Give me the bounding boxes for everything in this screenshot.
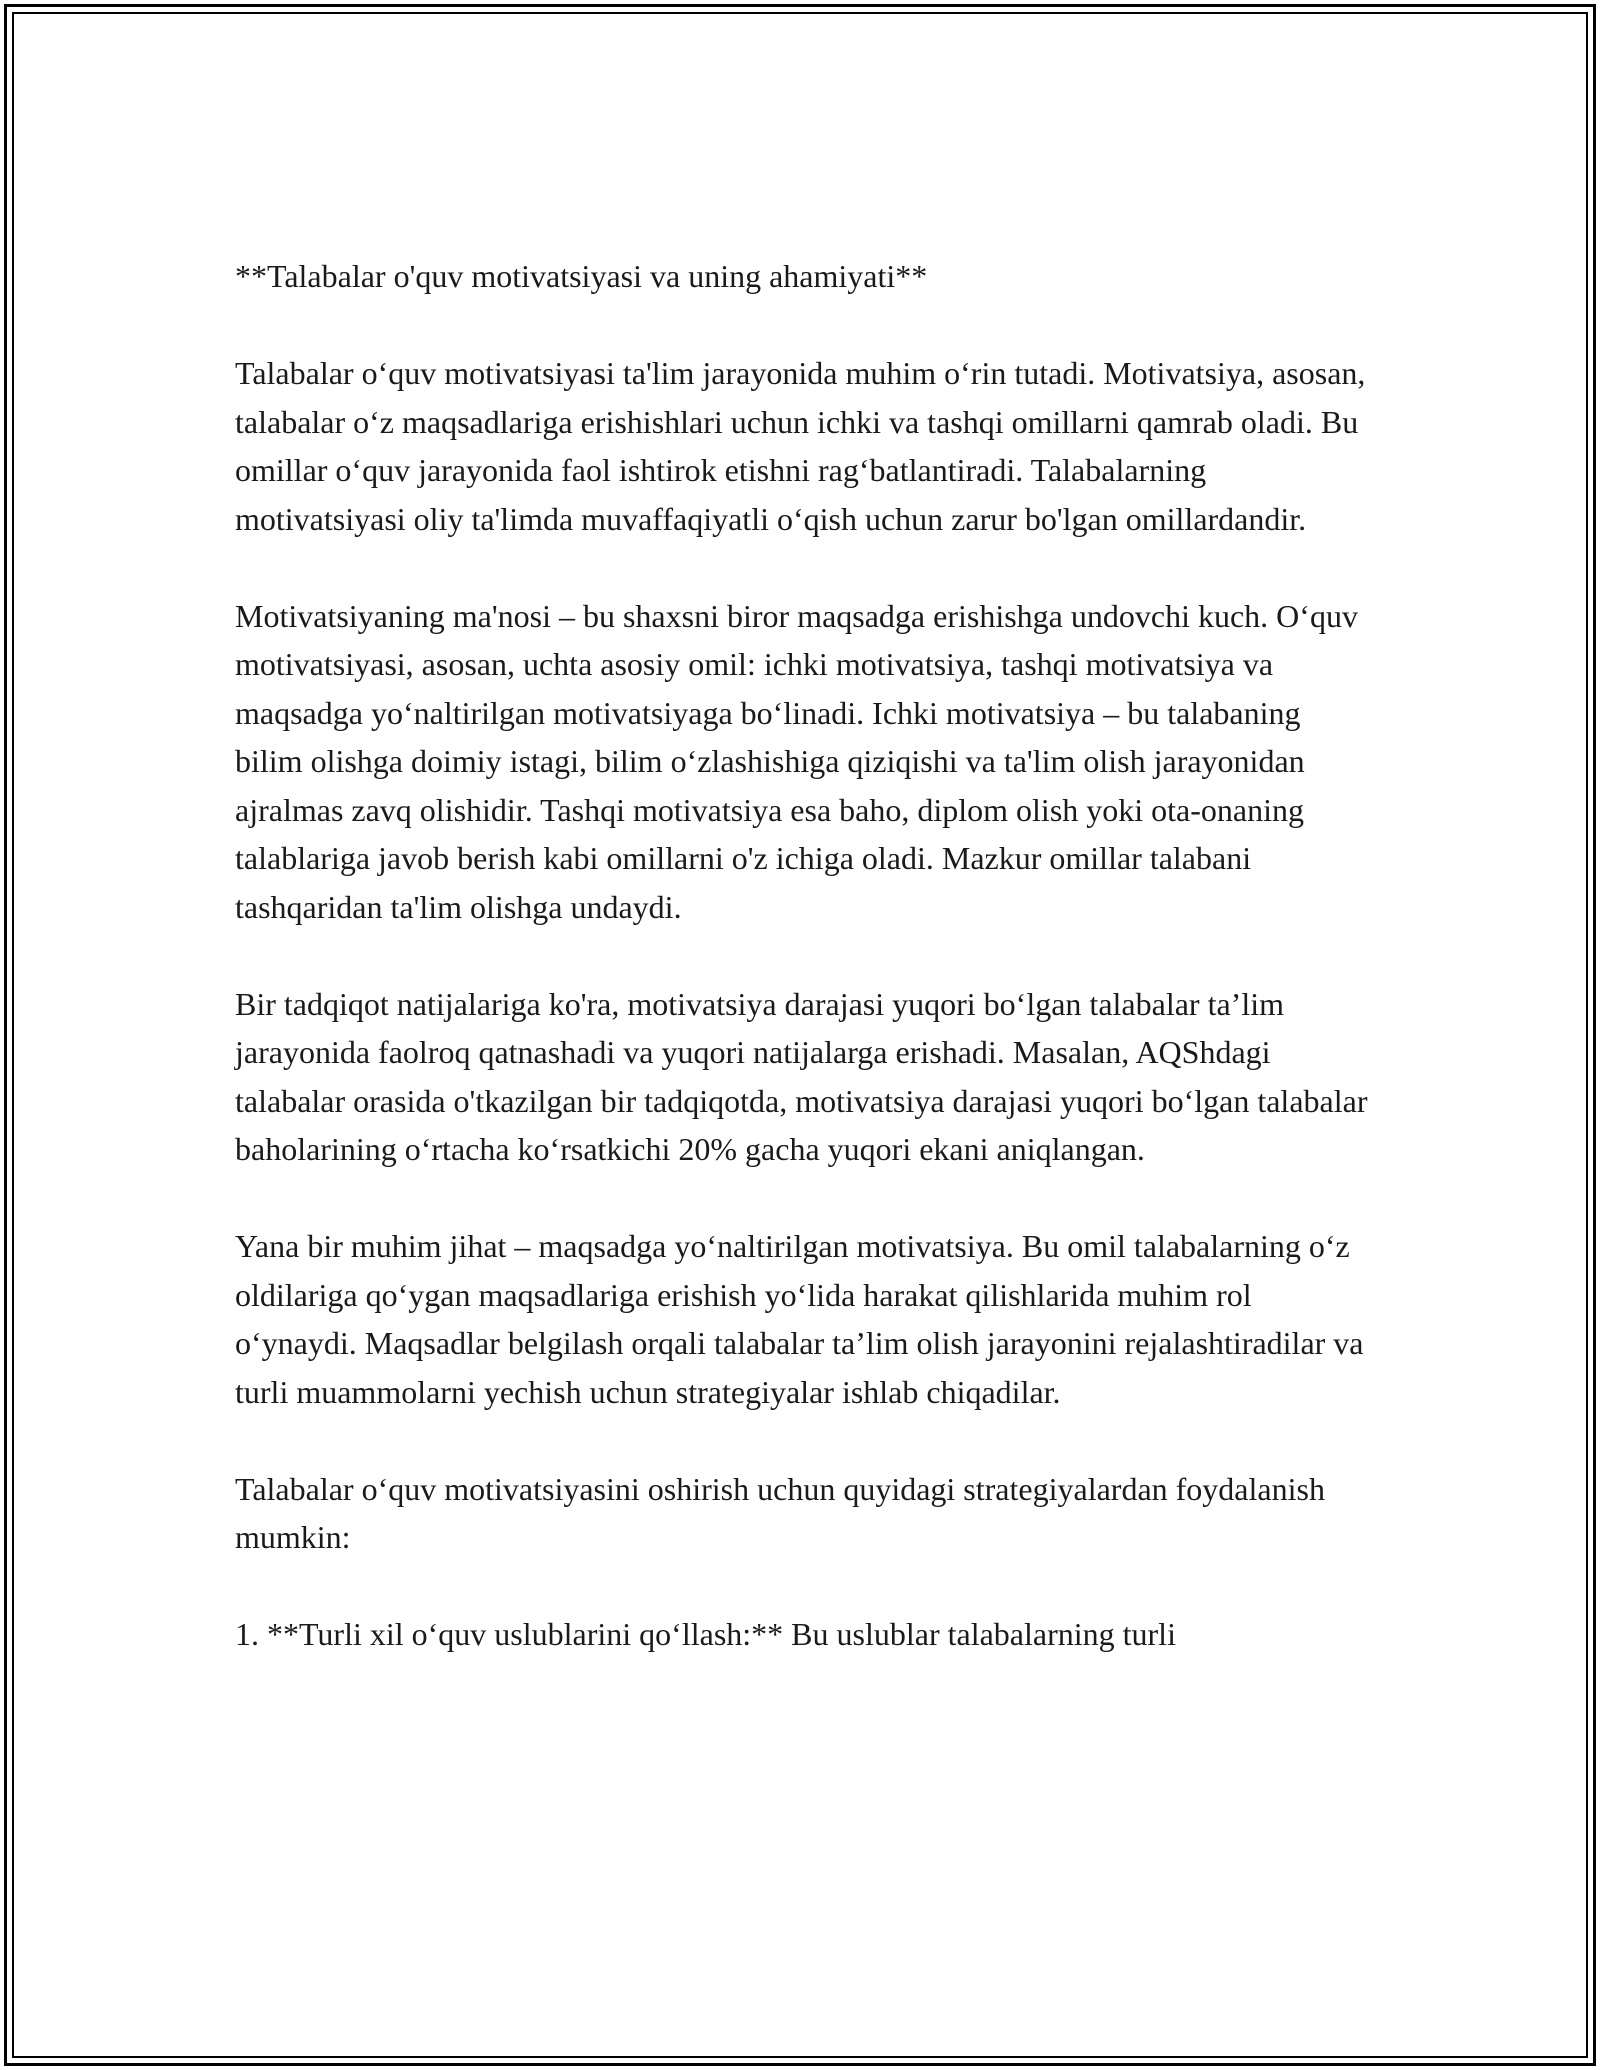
- paragraph-strategies-intro: Talabalar o‘quv motivatsiyasini oshirish uchun quyidagi strategiyalardan foydalanish mumkin:: [235, 1470, 1325, 1555]
- paragraph-meaning: Motivatsiyaning ma'nosi – bu shaxsni biror maqsadga erishishga undovchi kuch. O‘quv motivatsiyasi, asosan, uchta asosiy omil: ichki motivatsiya, tashqi motivatsiya va maqsadga yo‘naltirilgan motivatsiyaga bo‘linadi. Ichki motivatsiya – bu talabaning bilim olishga doimiy istagi, bilim o‘zlashishiga qiziqishi va ta'lim olish jarayonidan ajralmas zavq olishidir. Tashqi motivatsiya esa baho, diplom olish yoki ota-onaning talablariga javob berish kabi omillarni o'z ichiga oladi. Mazkur omillar talabani tashqaridan ta'lim olishga undaydi.: [235, 597, 1358, 925]
- list-item-strategy-1: 1. **Turli xil o‘quv uslublarini qo‘llash:** Bu uslublar talabalarning turli: [235, 1616, 1176, 1652]
- paragraph-goal-motivation: Yana bir muhim jihat – maqsadga yo‘naltirilgan motivatsiya. Bu omil talabalarning o‘z oldilariga qo‘ygan maqsadlariga erishish yo‘lida harakat qilishlarida muhim rol o‘ynaydi. Maqsadlar belgilash orqali talabalar ta’lim olish jarayonini rejalashtiradilar va turli muammolarni yechish uchun strategiyalar ishlab chiqadilar.: [235, 1228, 1364, 1410]
- document-title: **Talabalar o'quv motivatsiyasi va uning ahamiyati**: [235, 258, 928, 294]
- document-body: [235, 252, 1375, 1707]
- paragraph-intro: Talabalar o‘quv motivatsiyasi ta'lim jarayonida muhim o‘rin tutadi. Motivatsiya, asosan, talabalar o‘z maqsadlariga erishishlari uchun ichki va tashqi omillarni qamrab oladi. Bu omillar o‘quv jarayonida faol ishtirok etishni rag‘batlantiradi. Talabalarning motivatsiyasi oliy ta'limda muvaffaqiyatli o‘qish uchun zarur bo'lgan omillardandir.: [235, 355, 1366, 537]
- paragraph-research: Bir tadqiqot natijalariga ko'ra, motivatsiya darajasi yuqori bo‘lgan talabalar ta’lim jarayonida faolroq qatnashadi va yuqori natijalarga erishadi. Masalan, AQShdagi talabalar orasida o'tkazilgan bir tadqiqotda, motivatsiya darajasi yuqori bo‘lgan talabalar baholarining o‘rtacha ko‘rsatkichi 20% gacha yuqori ekani aniqlangan.: [235, 985, 1368, 1167]
